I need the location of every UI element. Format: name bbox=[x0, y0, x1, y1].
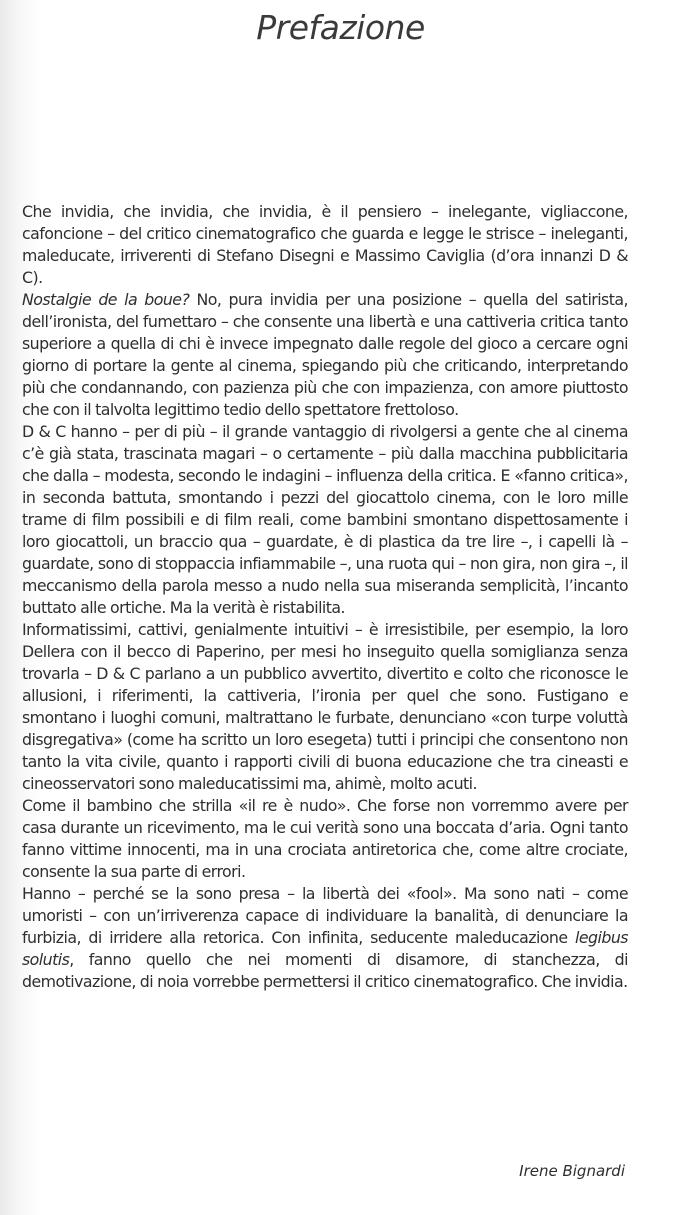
paragraph bbox=[22, 201, 628, 289]
text-run: Che invidia, che invidia, che invidia, è il pensiero – inelegante, vigliaccone, cafoncione – del critico cinematografico che guarda e legge le strisce – ineleganti, maleducate, irriverenti di Stefano Disegni e Massimo Caviglia (d’ora innanzi D & C). bbox=[22, 202, 628, 287]
paragraph bbox=[22, 289, 628, 421]
text-run: Hanno – perché se la sono presa – la libertà dei «fool». Ma sono nati – come umoristi – con un’irriverenza capace di individuare la banalità, di denunciare la furbizia, di irridere alla retorica. Con infinita, seducente maleducazione bbox=[22, 884, 628, 947]
page-title: Prefazione bbox=[256, 8, 425, 47]
paragraph bbox=[22, 619, 628, 795]
italic-text-run: legibus solutis bbox=[22, 928, 628, 969]
paragraph bbox=[22, 795, 628, 883]
italic-text-run: Nostalgie de la boue? bbox=[22, 290, 190, 309]
text-run: , fanno quello che nei momenti di disamore, di stanchezza, di demotivazione, di noia vorrebbe permettersi il critico cinematografico. Che invidia. bbox=[22, 950, 628, 991]
text-run: No, pura invidia per una posizione – quella del satirista, dell’ironista, del fumettaro – che consente una libertà e una cattiveria critica tanto superiore a quella di chi è invece impegnato dalle regole del gioco a cercare ogni giorno di portare la gente al cinema, spiegando più che criticando, interpretando più che condannando, con pazienza più che con impazienza, con amore piuttosto che con il talvolta legittimo tedio dello spettatore frettoloso. bbox=[22, 290, 628, 419]
text-run: D & C hanno – per di più – il grande vantaggio di rivolgersi a gente che al cinema c’è già stata, trascinata magari – o certamente – più dalla macchina pubblicitaria che dalla – modesta, secondo le indagini – influenza della critica. E «fanno critica», in seconda battuta, smontando i pezzi del giocattolo cinema, con le loro mille trame di film possibili e di film reali, come bambini smontano dispettosamente i loro giocattoli, un braccio qua – guardate, è di plastica da tre lire –, i capelli là – guardate, sono di stoppaccia infiammabile –, una ruota qui – non gira, non gira –, il meccanismo della parola messo a nudo nella sua miseranda semplicità, l’incanto buttato alle ortiche. Ma la verità è ristabilita. bbox=[22, 422, 628, 617]
preface-text bbox=[22, 201, 628, 993]
text-run: Informatissimi, cattivi, genialmente intuitivi – è irresistibile, per esempio, la loro Dellera con il becco di Paperino, per mesi ho inseguito quella somiglianza senza trovarla – D & C parlano a un pubblico avvertito, divertito e colto che riconosce le allusioni, i riferimenti, la cattiveria, l’ironia per quel che sono. Fustigano e smontano i luoghi comuni, maltrattano le furbate, denunciano «con turpe voluttà disgregativa» (come ha scritto un loro esegeta) tutti i principi che consentono non tanto la vita civile, quanto i rapporti civili di buona educazione che tra cineasti e cineosservatori sono maleducatissimi ma, ahimè, molto acuti. bbox=[22, 620, 628, 793]
text-run: Come il bambino che strilla «il re è nudo». Che forse non vorremmo avere per casa durante un ricevimento, ma le cui verità sono una boccata d’aria. Ogni tanto fanno vittime innocenti, ma in una crociata antiretorica che, come altre crociate, consente la sua parte di errori. bbox=[22, 796, 628, 881]
paragraph bbox=[22, 883, 628, 993]
author-signature: Irene Bignardi bbox=[519, 1162, 625, 1180]
paragraph bbox=[22, 421, 628, 619]
